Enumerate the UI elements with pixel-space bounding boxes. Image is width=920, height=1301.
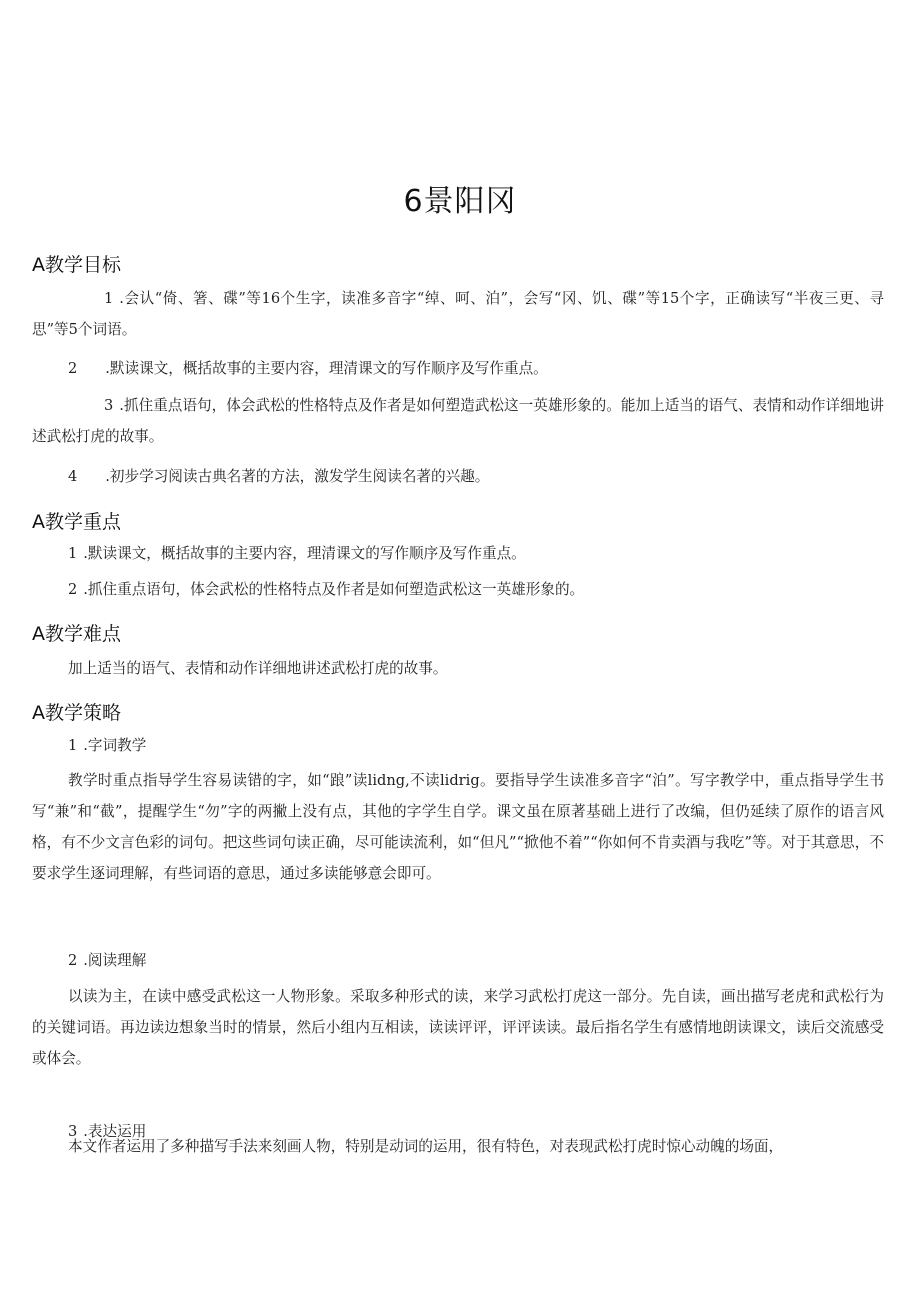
- difficulty-text: 加上适当的语气、表情和动作详细地讲述武松打虎的故事。: [68, 660, 448, 677]
- key-point-item-1-number: 1: [68, 545, 78, 562]
- strategy-sub-3-number: 3: [68, 1123, 78, 1140]
- strategy-sub-2-title: .阅读理解: [83, 952, 147, 969]
- goal-item-2-number: 2: [68, 360, 78, 377]
- strategy-paragraph-3: 本文作者运用了多种描写手法来刻画人物，特别是动词的运用，很有特色，对表现武松打虎时惊心动魄的场面，: [68, 1138, 784, 1155]
- key-point-item-1-text: .默读课文，概括故事的主要内容，理清课文的写作顺序及写作重点。: [83, 545, 526, 562]
- strategy-paragraph-2: 以读为主，在读中感受武松这一人物形象。采取多种形式的读，来学习武松打虎这一部分。先自读，画出描写老虎和武松行为的关键词语。再边读边想象当时的情景，然后小组内互相读，读读评评，评评读读。最后指名学生有感情地朗读课文，读后交流感受或体会。: [32, 988, 884, 1067]
- section-heading-goals: A教学目标: [32, 254, 121, 276]
- strategy-sub-3-title: .表达运用: [83, 1123, 147, 1140]
- strategy-sub-heading-1: [68, 730, 146, 761]
- key-point-item-1: [68, 538, 526, 569]
- key-point-item-2-text: .抓住重点语句，体会武松的性格特点及作者是如何塑造武松这一英雄形象的。: [83, 581, 585, 598]
- section-heading-difficulties: A教学难点: [32, 623, 121, 645]
- key-point-item-2-number: 2: [68, 581, 78, 598]
- section-heading-strategy: A教学策略: [32, 702, 121, 724]
- key-point-item-2: [68, 574, 584, 605]
- strategy-sub-heading-2: [68, 945, 146, 976]
- goal-item-1-number: 1: [104, 290, 114, 307]
- goal-item-3: [32, 390, 884, 452]
- goal-item-2: [68, 353, 548, 384]
- goal-item-2-text: .默读课文，概括故事的主要内容，理清课文的写作顺序及写作重点。: [105, 360, 548, 377]
- goal-item-3-text: .抓住重点语句，体会武松的性格特点及作者是如何塑造武松这一英雄形象的。能加上适当的语气、表情和动作详细地讲述武松打虎的故事。: [32, 397, 884, 445]
- goal-item-3-number: 3: [104, 397, 114, 414]
- strategy-sub-1-number: 1: [68, 737, 78, 754]
- strategy-sub-2-number: 2: [68, 952, 78, 969]
- strategy-paragraph-1: 教学时重点指导学生容易读错的字，如“踉”读lidng,不读lidrig。要指导学生读准多音字“泊”。写字教学中，重点指导学生书写“兼”和“截”，提醒学生“勿”字的两撇上没有点，其他的字学生自学。课文虽在原著基础上进行了改编，但仍延续了原作的语言风格，有不少文言色彩的词句。把这些词句读正确，尽可能读流利，如“但凡”“掀他不着”“你如何不肯卖酒与我吃”等。对于其意思，不要求学生逐词理解，有些词语的意思，通过多读能够意会即可。: [32, 772, 884, 882]
- goal-item-4-number: 4: [68, 468, 78, 485]
- goal-item-4-text: .初步学习阅读古典名著的方法，激发学生阅读名著的兴趣。: [105, 468, 490, 485]
- goal-item-1-text: .会认“倚、箸、碟”等16个生字，读准多音字“绰、呵、泊”，会写“冈、饥、碟”等15个字，正确读写“半夜三更、寻思”等5个词语。: [32, 290, 884, 338]
- strategy-sub-1-title: .字词教学: [83, 737, 147, 754]
- page-title: 6景阳冈: [403, 184, 517, 219]
- section-heading-key-points: A教学重点: [32, 511, 121, 533]
- goal-item-1: [32, 283, 884, 345]
- goal-item-4: [68, 461, 489, 492]
